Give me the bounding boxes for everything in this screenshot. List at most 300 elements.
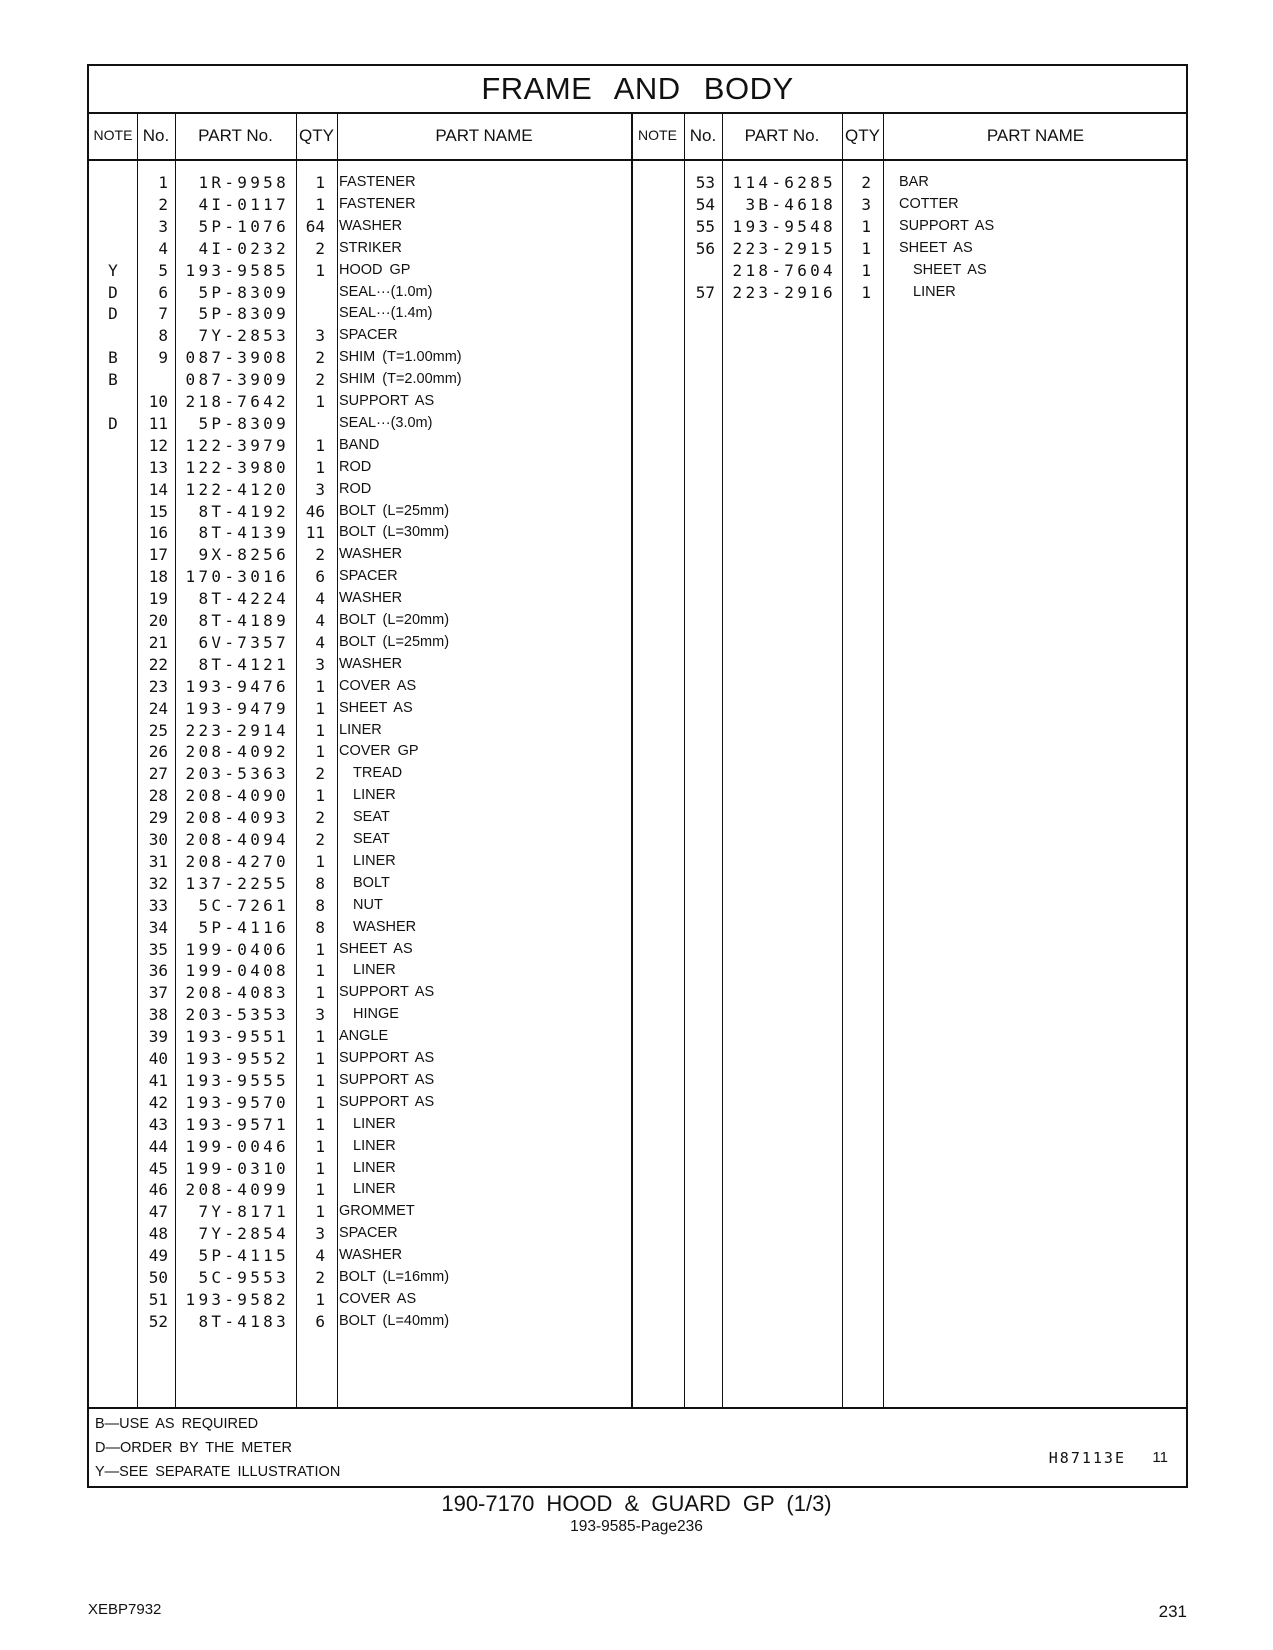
table-row xyxy=(89,456,1186,479)
table-row xyxy=(89,872,1186,895)
part-name-cell: HOOD GP xyxy=(339,261,411,278)
note-cell xyxy=(98,762,128,785)
item-number-cell: 21 xyxy=(148,632,168,652)
page-title: FRAME AND BODY xyxy=(89,66,1186,114)
part-name-cell: BOLT (L=30mm) xyxy=(339,524,450,541)
part-name-cell: SHEET AS xyxy=(899,239,973,256)
table-row xyxy=(89,850,1186,873)
item-number-cell xyxy=(136,368,168,391)
header-no-right: No. xyxy=(689,126,717,145)
header-no-left: No. xyxy=(142,126,170,145)
quantity-cell: 1 xyxy=(315,939,325,959)
part-name-cell: BOLT (L=40mm) xyxy=(339,1312,450,1329)
part-name-cell: BAND xyxy=(339,436,380,453)
part-number-cell: 208-4270 xyxy=(185,851,289,871)
note-cell xyxy=(98,1135,128,1158)
part-number-cell: 199-0406 xyxy=(185,939,289,959)
note-cell xyxy=(98,1113,128,1136)
quantity-cell: 1 xyxy=(315,742,325,762)
table-bottom-rule xyxy=(89,1407,1186,1410)
note-cell xyxy=(98,894,128,917)
item-number-cell: 55 xyxy=(695,216,715,236)
part-name-cell: WASHER xyxy=(339,590,403,607)
part-name-cell: NUT xyxy=(353,896,383,913)
item-number-cell: 6 xyxy=(158,282,168,302)
part-name-cell: WASHER xyxy=(339,217,403,234)
group-caption: 190-7170 HOOD & GUARD GP (1/3) xyxy=(441,1491,832,1516)
quantity-cell: 8 xyxy=(315,895,325,915)
part-number-cell: 114-6285 xyxy=(732,173,836,192)
part-number-cell: 122-4120 xyxy=(185,479,289,499)
item-number-cell: 39 xyxy=(148,1027,168,1047)
part-number-cell: 208-4099 xyxy=(185,1180,289,1200)
item-number-cell: 2 xyxy=(158,194,168,214)
note-cell xyxy=(644,215,674,238)
table-row xyxy=(89,434,1186,457)
item-number-cell: 24 xyxy=(148,698,168,718)
quantity-cell: 2 xyxy=(315,764,325,784)
part-name-cell: SUPPORT AS xyxy=(339,1071,435,1088)
quantity-cell: 1 xyxy=(315,851,325,871)
note-cell xyxy=(98,697,128,720)
quantity-cell xyxy=(295,302,325,325)
item-number-cell: 15 xyxy=(148,501,168,521)
part-name-cell: SEAT xyxy=(353,831,390,847)
part-number-cell: 193-9479 xyxy=(185,698,289,718)
part-number-cell: 4I-0232 xyxy=(198,238,289,258)
part-name-cell: SPACER xyxy=(339,1225,398,1242)
part-number-cell: 199-0408 xyxy=(185,961,289,981)
part-number-cell: 4I-0117 xyxy=(198,194,289,214)
item-number-cell: 46 xyxy=(148,1180,168,1200)
note-cell xyxy=(98,1157,128,1180)
table-row xyxy=(89,1310,1186,1333)
part-name-cell: SHIM (T=2.00mm) xyxy=(339,371,462,388)
figure-code: H87113E xyxy=(1048,1449,1126,1467)
item-number-cell: 56 xyxy=(695,238,715,258)
quantity-cell: 1 xyxy=(315,260,325,280)
note-cell: D xyxy=(108,413,118,433)
quantity-cell: 3 xyxy=(315,326,325,346)
table-row xyxy=(89,281,1186,304)
note-cell xyxy=(98,959,128,982)
table-row xyxy=(89,609,1186,632)
part-number-cell: 193-9476 xyxy=(185,676,289,696)
table-row xyxy=(89,916,1186,939)
item-number-cell: 11 xyxy=(148,413,168,433)
table-row xyxy=(89,981,1186,1004)
quantity-cell: 1 xyxy=(315,1114,325,1134)
part-number-cell: 208-4094 xyxy=(185,830,289,849)
item-number-cell: 35 xyxy=(148,939,168,959)
item-number-cell: 20 xyxy=(148,611,168,630)
part-name-cell: ROD xyxy=(339,480,372,497)
part-name-cell: SUPPORT AS xyxy=(899,217,995,234)
quantity-cell: 1 xyxy=(315,786,325,806)
table-row xyxy=(89,1025,1186,1048)
quantity-cell: 1 xyxy=(861,216,871,236)
note-cell xyxy=(98,1047,128,1070)
part-name-cell: LINER xyxy=(353,1137,396,1154)
table-row xyxy=(89,1135,1186,1158)
note-cell xyxy=(98,719,128,742)
table-row xyxy=(89,324,1186,347)
item-number-cell: 28 xyxy=(148,786,168,806)
document-id: XEBP7932 xyxy=(88,1601,162,1618)
legend-notes xyxy=(95,1412,340,1484)
note-cell xyxy=(644,171,674,194)
item-number-cell: 49 xyxy=(148,1246,168,1266)
table-row xyxy=(89,1069,1186,1092)
quantity-cell: 1 xyxy=(861,282,871,302)
item-number-cell: 51 xyxy=(148,1289,168,1309)
table-row xyxy=(89,1091,1186,1114)
table-row xyxy=(89,784,1186,807)
item-number-cell: 50 xyxy=(148,1268,168,1287)
quantity-cell: 4 xyxy=(315,632,325,652)
header-part-name-right: PART NAME xyxy=(986,126,1085,145)
quantity-cell: 4 xyxy=(315,611,325,630)
note-cell xyxy=(98,1266,128,1289)
part-number-cell: 6V-7357 xyxy=(198,632,289,652)
quantity-cell: 2 xyxy=(315,1268,325,1287)
header-qty-left: QTY xyxy=(299,126,334,145)
table-row xyxy=(89,1266,1186,1289)
item-number-cell: 4 xyxy=(158,238,168,258)
table-row xyxy=(89,259,1186,282)
quantity-cell: 2 xyxy=(315,370,325,390)
part-number-cell: 5P-1076 xyxy=(198,216,289,236)
note-cell xyxy=(98,587,128,610)
part-number-cell: 208-4090 xyxy=(185,786,289,806)
part-name-cell: BOLT (L=20mm) xyxy=(339,612,450,628)
header-note-left: NOTE xyxy=(93,127,133,143)
table-row xyxy=(89,1047,1186,1070)
table-row xyxy=(89,412,1186,435)
item-number-cell: 57 xyxy=(695,282,715,302)
quantity-cell: 1 xyxy=(315,435,325,455)
part-number-cell: 223-2916 xyxy=(732,282,836,302)
item-number-cell: 22 xyxy=(148,654,168,674)
part-name-cell: COVER AS xyxy=(339,677,417,694)
part-number-cell: 218-7604 xyxy=(732,260,836,280)
table-row xyxy=(89,302,1186,325)
item-number-cell: 37 xyxy=(148,983,168,1003)
note-cell xyxy=(98,1288,128,1311)
quantity-cell: 1 xyxy=(315,1027,325,1047)
item-number-cell: 17 xyxy=(148,545,168,565)
item-number-cell: 54 xyxy=(695,194,715,214)
item-number-cell: 36 xyxy=(148,961,168,981)
item-number-cell: 29 xyxy=(148,808,168,828)
part-number-cell: 087-3908 xyxy=(185,348,289,368)
part-name-cell: FASTENER xyxy=(339,174,416,190)
part-number-cell: 193-9585 xyxy=(185,260,289,280)
part-name-cell: SPACER xyxy=(339,327,398,344)
item-number-cell: 32 xyxy=(148,873,168,893)
quantity-cell: 4 xyxy=(315,1246,325,1266)
quantity-cell: 3 xyxy=(861,194,871,214)
note-cell xyxy=(98,1178,128,1201)
part-name-cell: ROD xyxy=(339,458,372,475)
item-number-cell: 7 xyxy=(158,304,168,324)
table-header xyxy=(89,112,1186,161)
table-row xyxy=(89,587,1186,610)
quantity-cell: 1 xyxy=(315,1136,325,1156)
part-name-cell: SHEET AS xyxy=(913,261,987,278)
note-cell xyxy=(98,543,128,566)
part-name-cell: WASHER xyxy=(353,918,417,935)
item-number-cell: 9 xyxy=(158,348,168,368)
part-number-cell: 208-4083 xyxy=(185,983,289,1003)
part-number-cell: 5P-8309 xyxy=(198,282,289,302)
part-name-cell: LINER xyxy=(353,852,396,869)
note-cell xyxy=(98,1244,128,1267)
item-number-cell: 40 xyxy=(148,1049,168,1068)
part-number-cell: 122-3979 xyxy=(185,435,289,455)
page-number: 231 xyxy=(1158,1602,1187,1621)
note-cell xyxy=(98,653,128,676)
part-name-cell: WASHER xyxy=(339,1247,403,1264)
table-row xyxy=(89,653,1186,676)
part-number-cell: 193-9582 xyxy=(185,1289,289,1309)
part-name-cell: LINER xyxy=(353,787,396,804)
part-number-cell: 193-9551 xyxy=(185,1027,289,1047)
note-cell xyxy=(98,456,128,479)
note-cell xyxy=(98,1200,128,1223)
header-qty-right: QTY xyxy=(845,126,880,145)
parts-table-frame xyxy=(87,64,1188,1488)
item-number-cell: 19 xyxy=(148,589,168,609)
item-number-cell: 14 xyxy=(148,479,168,499)
part-name-cell: SEAL···(1.0m) xyxy=(339,283,433,300)
table-row xyxy=(89,631,1186,654)
item-number-cell: 43 xyxy=(148,1114,168,1134)
table-row xyxy=(89,237,1186,260)
item-number-cell: 1 xyxy=(158,173,168,192)
part-name-cell: BOLT xyxy=(353,874,390,891)
part-name-cell: LINER xyxy=(353,1159,396,1176)
item-number-cell: 10 xyxy=(148,392,168,411)
part-number-cell: 193-9570 xyxy=(185,1092,289,1112)
quantity-cell: 46 xyxy=(305,501,325,521)
item-number-cell: 47 xyxy=(148,1202,168,1222)
part-number-cell: 5C-9553 xyxy=(198,1268,289,1287)
item-number-cell: 45 xyxy=(148,1158,168,1178)
item-number-cell xyxy=(683,259,715,282)
item-number-cell: 52 xyxy=(148,1311,168,1331)
part-number-cell: 199-0310 xyxy=(185,1158,289,1178)
part-number-cell: 208-4092 xyxy=(185,742,289,762)
note-cell: Y xyxy=(108,260,118,280)
note-cell xyxy=(98,500,128,523)
table-row xyxy=(89,1244,1186,1267)
quantity-cell: 1 xyxy=(315,1202,325,1222)
table-row xyxy=(89,1222,1186,1245)
part-number-cell: 5C-7261 xyxy=(198,895,289,915)
figure-page: 11 xyxy=(1152,1449,1168,1466)
table-row xyxy=(89,215,1186,238)
quantity-cell: 3 xyxy=(315,654,325,674)
group-subcaption: 193-9585-Page236 xyxy=(570,1518,703,1535)
note-cell xyxy=(98,1222,128,1245)
quantity-cell: 1 xyxy=(315,457,325,477)
part-number-cell: 193-9548 xyxy=(732,216,836,236)
part-number-cell: 223-2914 xyxy=(185,720,289,740)
part-name-cell: FASTENER xyxy=(339,195,416,212)
quantity-cell: 1 xyxy=(315,676,325,696)
item-number-cell: 27 xyxy=(148,764,168,784)
quantity-cell: 2 xyxy=(315,238,325,258)
part-number-cell: 5P-8309 xyxy=(198,304,289,324)
note-cell xyxy=(98,1310,128,1333)
part-number-cell: 5P-8309 xyxy=(198,413,289,433)
table-row xyxy=(89,565,1186,588)
table-row xyxy=(89,938,1186,961)
part-number-cell: 8T-4139 xyxy=(198,523,289,543)
part-name-cell: SUPPORT AS xyxy=(339,984,435,1001)
part-number-cell: 193-9552 xyxy=(185,1049,289,1068)
table-row xyxy=(89,740,1186,763)
part-number-cell: 122-3980 xyxy=(185,457,289,477)
item-number-cell: 31 xyxy=(148,851,168,871)
table-row xyxy=(89,171,1186,194)
quantity-cell: 3 xyxy=(315,1005,325,1025)
note-cell xyxy=(98,916,128,939)
note-cell: D xyxy=(108,304,118,324)
item-number-cell: 3 xyxy=(158,216,168,236)
quantity-cell: 2 xyxy=(315,808,325,828)
note-cell xyxy=(98,1025,128,1048)
part-name-cell: SEAT xyxy=(353,809,390,826)
quantity-cell: 1 xyxy=(315,1070,325,1090)
part-number-cell: 137-2255 xyxy=(185,873,289,893)
part-name-cell: LINER xyxy=(353,1181,396,1198)
part-number-cell: 203-5363 xyxy=(185,764,289,784)
table-row xyxy=(89,368,1186,391)
part-number-cell: 9X-8256 xyxy=(198,545,289,565)
part-name-cell: SPACER xyxy=(339,568,398,585)
note-cell xyxy=(98,675,128,698)
item-number-cell: 18 xyxy=(148,567,168,587)
note-cell xyxy=(98,565,128,588)
note-cell xyxy=(98,938,128,961)
note-cell xyxy=(644,237,674,260)
item-number-cell: 34 xyxy=(148,917,168,937)
item-number-cell: 25 xyxy=(148,720,168,740)
quantity-cell: 3 xyxy=(315,479,325,499)
header-note-right: NOTE xyxy=(638,127,677,143)
part-number-cell: 087-3909 xyxy=(185,370,289,390)
item-number-cell: 33 xyxy=(148,895,168,915)
header-part-no-left: PART No. xyxy=(198,126,273,145)
item-number-cell: 38 xyxy=(148,1005,168,1025)
part-number-cell: 208-4093 xyxy=(185,808,289,828)
table-row xyxy=(89,1157,1186,1180)
note-cell xyxy=(98,324,128,347)
quantity-cell: 11 xyxy=(305,523,325,543)
quantity-cell: 6 xyxy=(315,567,325,587)
part-name-cell: BOLT (L=16mm) xyxy=(339,1269,450,1285)
note-cell xyxy=(98,434,128,457)
part-number-cell: 7Y-2853 xyxy=(198,326,289,346)
quantity-cell: 3 xyxy=(315,1224,325,1244)
note-cell xyxy=(98,521,128,544)
quantity-cell: 1 xyxy=(315,392,325,411)
table-row xyxy=(89,675,1186,698)
part-name-cell: SEAL···(1.4m) xyxy=(339,305,433,322)
legend-b: B—USE AS REQUIRED xyxy=(95,1416,259,1432)
part-number-cell: 8T-4224 xyxy=(198,589,289,609)
quantity-cell: 1 xyxy=(861,260,871,280)
part-name-cell: GROMMET xyxy=(339,1203,415,1220)
part-name-cell: SUPPORT AS xyxy=(339,1050,435,1066)
quantity-cell: 1 xyxy=(315,1289,325,1309)
part-name-cell: WASHER xyxy=(339,655,403,672)
quantity-cell: 1 xyxy=(315,194,325,214)
table-row xyxy=(89,894,1186,917)
item-number-cell: 23 xyxy=(148,676,168,696)
part-name-cell: LINER xyxy=(913,283,956,300)
item-number-cell: 5 xyxy=(158,260,168,280)
quantity-cell: 1 xyxy=(315,720,325,740)
table-row xyxy=(89,1113,1186,1136)
item-number-cell: 48 xyxy=(148,1224,168,1244)
header-part-name-left: PART NAME xyxy=(435,126,533,145)
table-row xyxy=(89,806,1186,829)
quantity-cell: 1 xyxy=(315,1180,325,1200)
part-number-cell: 7Y-2854 xyxy=(198,1224,289,1244)
quantity-cell: 1 xyxy=(315,961,325,981)
part-number-cell: 193-9555 xyxy=(185,1070,289,1090)
part-number-cell: 8T-4189 xyxy=(198,611,289,630)
note-cell: B xyxy=(108,348,118,368)
table-row xyxy=(89,1178,1186,1201)
part-number-cell: 5P-4115 xyxy=(198,1246,289,1266)
table-row xyxy=(89,346,1186,369)
legend-y: Y—SEE SEPARATE ILLUSTRATION xyxy=(95,1464,341,1480)
part-number-cell: 8T-4183 xyxy=(198,1311,289,1331)
quantity-cell: 2 xyxy=(315,830,325,849)
table-row xyxy=(89,478,1186,501)
table-row xyxy=(89,828,1186,851)
table-row xyxy=(89,521,1186,544)
part-number-cell: 1R-9958 xyxy=(198,173,289,192)
part-number-cell: 199-0046 xyxy=(185,1136,289,1156)
table-row xyxy=(89,500,1186,523)
part-name-cell: LINER xyxy=(353,1115,396,1132)
note-cell xyxy=(98,1069,128,1092)
item-number-cell: 8 xyxy=(158,326,168,346)
note-cell xyxy=(98,631,128,654)
quantity-cell: 1 xyxy=(861,238,871,258)
part-name-cell: SUPPORT AS xyxy=(339,393,435,409)
table-row xyxy=(89,543,1186,566)
part-name-cell: ANGLE xyxy=(339,1028,389,1045)
part-number-cell: 8T-4192 xyxy=(198,501,289,521)
note-cell xyxy=(98,828,128,851)
part-number-cell: 223-2915 xyxy=(732,238,836,258)
part-name-cell: TREAD xyxy=(353,765,403,782)
part-name-cell: BOLT (L=25mm) xyxy=(339,502,450,519)
part-name-cell: SEAL···(3.0m) xyxy=(339,414,433,431)
part-name-cell: SHEET AS xyxy=(339,699,413,716)
note-cell xyxy=(98,872,128,895)
part-number-cell: 5P-4116 xyxy=(198,917,289,937)
note-cell xyxy=(98,478,128,501)
part-name-cell: COTTER xyxy=(899,195,959,212)
part-number-cell: 3B-4618 xyxy=(745,194,836,214)
